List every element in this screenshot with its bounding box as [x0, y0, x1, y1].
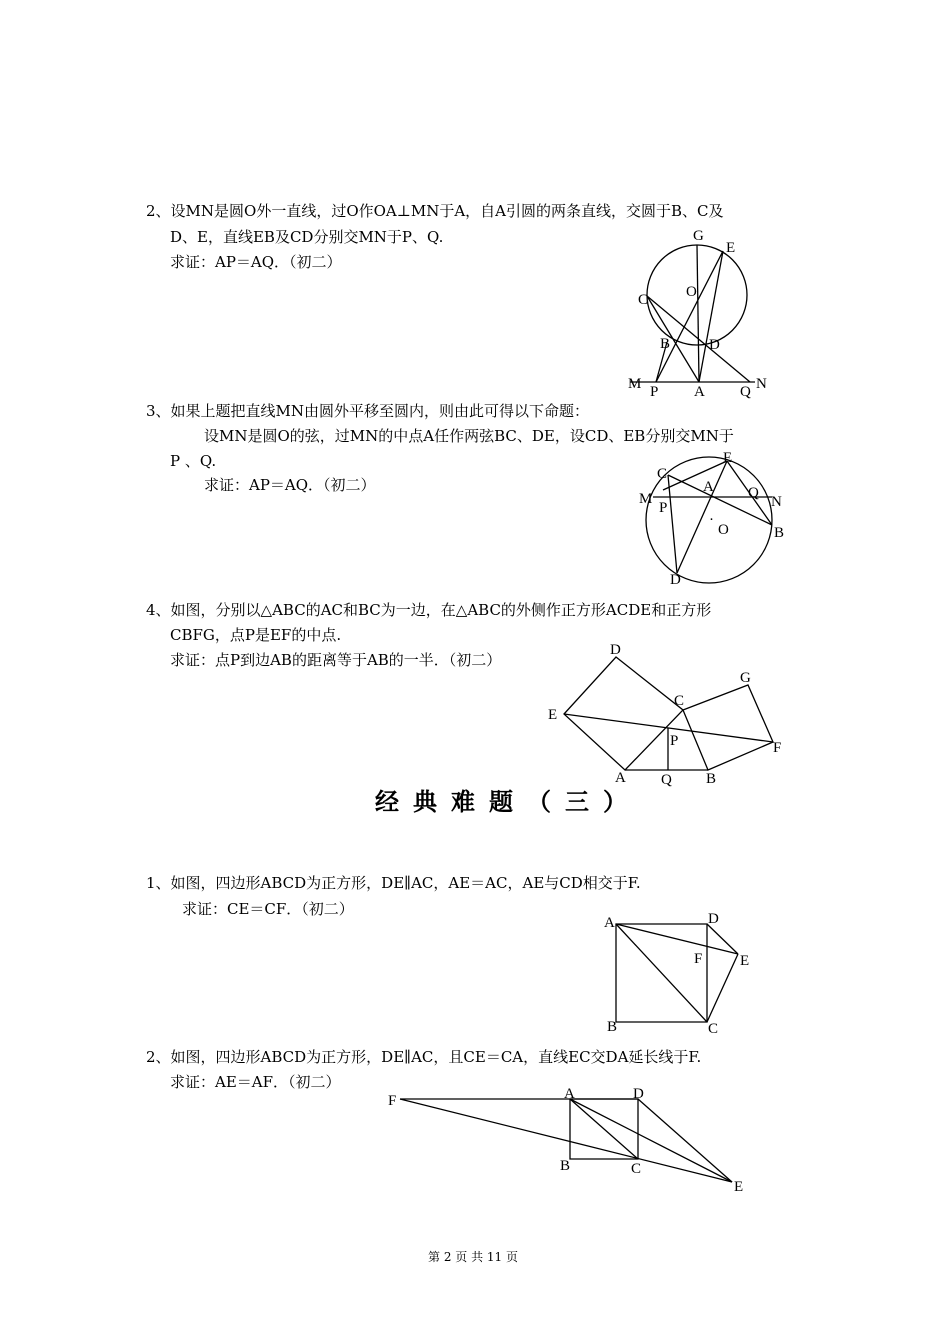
figure-square-aecf [600, 905, 760, 1040]
label-b: B [660, 336, 671, 352]
question-1-line-1: 1、如图，四边形ABCD为正方形，DE∥AC，AE＝AC，AE与CD相交于F. [146, 874, 641, 892]
label-m: M [639, 491, 653, 507]
label-q: Q [661, 772, 672, 788]
label-c: C [631, 1161, 642, 1177]
problem-2-line-1: 2、设MN是圆O外一直线，过O作OA⊥MN于A，自A引圆的两条直线，交圆于B、C及 [146, 202, 724, 220]
label-p: P [659, 500, 668, 516]
problem-4-line-1: 4、如图，分别以△ABC的AC和BC为一边，在△ABC的外侧作正方形ACDE和正方形 [146, 601, 712, 619]
label-b: B [607, 1019, 618, 1035]
label-g: G [740, 670, 751, 686]
label-b: B [560, 1158, 571, 1174]
label-q: Q [748, 485, 759, 501]
problem-2-line-3: 求证：AP＝AQ．（初二） [170, 253, 342, 271]
label-b: B [706, 771, 717, 787]
label-a: A [694, 384, 705, 400]
label-c: C [638, 292, 649, 308]
label-e: E [740, 953, 750, 969]
label-d: D [709, 337, 720, 353]
figure-circle-chord [635, 448, 795, 588]
page-footer: 第 2 页 共 11 页 [428, 1250, 518, 1264]
question-2-line-1: 2、如图，四边形ABCD为正方形，DE∥AC，且CE＝CA，直线EC交DA延长线于F. [146, 1048, 702, 1066]
problem-3-line-3: P 、Q. [170, 452, 217, 470]
problem-4-line-3: 求证：点P到边AB的距离等于AB的一半．（初二） [170, 651, 502, 669]
figure-two-squares [540, 635, 800, 795]
label-d: D [610, 642, 621, 658]
label-o: O [686, 284, 697, 300]
label-f: F [773, 740, 782, 756]
label-e: E [548, 707, 558, 723]
label-q: Q [740, 384, 751, 400]
label-a: A [564, 1086, 575, 1102]
label-n: N [756, 376, 767, 392]
label-d: D [633, 1086, 644, 1102]
label-g: G [693, 228, 704, 244]
label-f: F [388, 1093, 397, 1109]
problem-3-line-4: 求证：AP＝AQ．（初二） [204, 476, 376, 494]
problem-3-line-2: 设MN是圆O的弦，过MN的中点A任作两弦BC、DE，设CD、EB分别交MN于 [204, 427, 734, 445]
label-e: E [734, 1179, 744, 1195]
label-o: O [718, 522, 729, 538]
problem-4-line-2: CBFG，点P是EF的中点. [170, 626, 342, 644]
question-1-line-2: 求证：CE＝CF．（初二） [182, 900, 354, 918]
label-n: N [771, 494, 782, 510]
question-2-line-2: 求证：AE＝AF．（初二） [170, 1073, 341, 1091]
label-a: A [604, 915, 615, 931]
label-e-c: C [657, 466, 668, 482]
figure-square-fe [385, 1085, 765, 1200]
problem-2-line-2: D、E，直线EB及CD分别交MN于P、Q. [170, 228, 444, 246]
label-c: C [708, 1021, 719, 1037]
label-dot: · [709, 512, 714, 528]
label-d: D [708, 911, 719, 927]
figure-circle-external-line [620, 222, 780, 402]
label-d: D [670, 572, 681, 588]
label-p: P [670, 733, 679, 749]
label-f: F [694, 951, 703, 967]
label-e: E [723, 450, 733, 466]
label-e: E [726, 240, 736, 256]
section-title: 经典难题（三） [375, 787, 641, 816]
label-p: P [650, 384, 659, 400]
label-a: A [703, 479, 714, 495]
label-m: M [628, 376, 642, 392]
problem-3-line-1: 3、如果上题把直线MN由圆外平移至圆内，则由此可得以下命题： [146, 402, 590, 420]
label-b: B [774, 525, 785, 541]
label-c: C [674, 693, 685, 709]
label-a: A [615, 770, 626, 786]
